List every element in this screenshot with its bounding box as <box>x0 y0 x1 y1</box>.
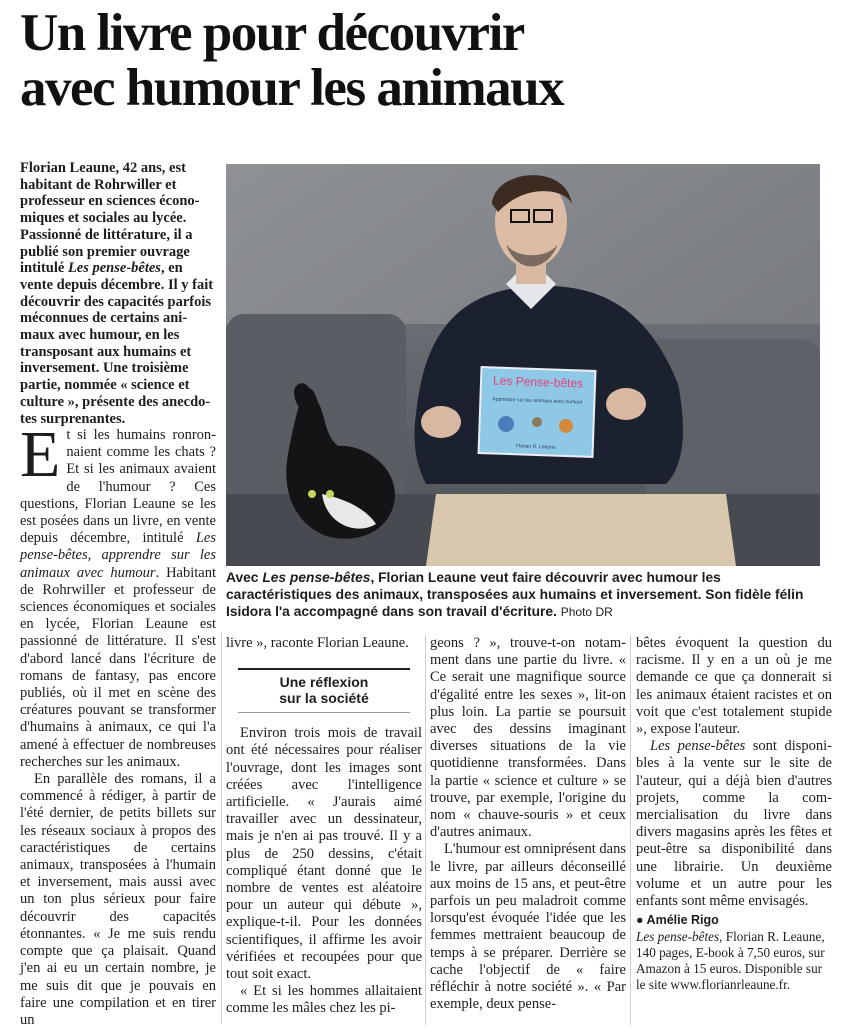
lead-book-title: Les pense-bêtes <box>67 260 161 277</box>
column-2 <box>226 635 422 1018</box>
article-photo <box>226 164 820 566</box>
headline-line-2: avec humour les animaux <box>20 59 564 117</box>
col4-paragraph-2 <box>636 738 832 910</box>
column-rule <box>425 635 426 1025</box>
col4-text: sont disponibles à la vente sur le site de l'auteur, qui a déjà bien d'autres projets, comme la commercialisation du livre dans divers magasins après les fêtes et peut-être sa disponibilité dans une librairie. Un deuxième volume et un autre pour les enfants sont même envisagés. <box>636 738 832 910</box>
book-info <box>636 929 832 993</box>
photo-caption <box>226 570 826 620</box>
col1-text-b: . Habitant de Rohrwiller et professeur de sciences économiques et sociales en lycée, Florian Leaune est passionné de littérature. Il s'est d'abord lancé dans l'écriture de romans de fantasy, pas encore publiés, où il met en scène des créatures pouvant se transformer d'humains à animaux, ce qui l'a amené à effectuer de nombreuses recherches sur les animaux. <box>20 564 216 770</box>
subheading-line-1: Une réflexion <box>279 674 369 691</box>
drop-cap: E <box>20 418 61 491</box>
col2-paragraph-2: Environ trois mois de travail ont été nécessaires pour réaliser l'ouvrage, dont les images sont créées avec l'intelligence artificielle. « J'aurais aimé travailler avec un dessinateur, mais je n'en ai pas trouvé. Il y a plus de 250 dessins, c'était compliqué étant donné que le nombre de ventes est aléatoire pour un auteur qui débute », explique-t-il. Pour les données scientifiques, il affirme les avoir vérifiées et recoupées pour que tout soit exact. <box>226 725 422 983</box>
headline <box>20 6 840 116</box>
col2-paragraph-1: livre », raconte Florian Leaune. <box>226 635 409 651</box>
photo-illustration <box>226 164 820 566</box>
col1-text-a: t si les humains ronronnaient comme les chats ? Et si les animaux avaient de l'humour ? Ces questions, Florian Leaune se les est posées dans un livre, en vente depuis décembre, intitulé <box>20 427 216 547</box>
author-signature: ● Amélie Rigo <box>636 913 719 928</box>
col4-book-title: Les pense-bêtes <box>650 738 746 755</box>
col1-paragraph-2: En parallèle des romans, il a commencé à rédiger, à partir de l'été dernier, de petits billets sur les réseaux sociaux à propos des caractéristiques de certains animaux, transposées à l'humain et inversement, mais aussi avec un ton plus sérieux pour faire découvrir des capacités étonnantes. « Je me suis rendu compte que ça plaisait. Quand j'en ai eu un certain nombre, je me suis dit que je pouvais en faire une compilation et en tirer un <box>20 771 216 1028</box>
subheading <box>238 668 410 713</box>
column-4 <box>636 635 832 993</box>
headline-line-1: Un livre pour découvrir <box>20 4 524 62</box>
column-3 <box>430 635 626 1013</box>
info-book-title: Les pense-bêtes <box>636 929 720 945</box>
lead-paragraph <box>20 160 216 427</box>
lead-text-b: , en vente depuis décembre. Il y fait découvrir des capacités parfois méconnues de certains animaux avec humour, en les transposant aux humains et inversement. Une troisième partie, nommée « science et culture », présente des anecdotes surprenantes. <box>20 260 214 427</box>
info-text: , Florian R. Leaune, 140 pages, E-book à 7,50 euros, sur Amazon à 15 euros. Disponible sur le site www.florianrleaune.fr. <box>636 929 825 993</box>
photo-credit: Photo DR <box>560 604 613 619</box>
col4-paragraph-1: bêtes évoquent la question du racisme. Il y en a un où je me demande ce que ça donnerait si les animaux étaient racistes et on voit que c'est totalement stupide », expose l'auteur. <box>636 635 832 738</box>
col3-paragraph-1: geons ? », trouve-t-on notamment dans une partie du livre. « Ce serait une magnifique source d'égalité entre les sexes », lit-on plus loin. La partie se poursuit avec des dessins imaginant diverses situations de la vie quotidienne transformées. Dans la partie « science et culture » se trouve, par exemple, l'origine du nom « chauve-souris » et ceux d'autres animaux. <box>430 635 626 841</box>
col1-book-title: Les pense-bêtes, apprendre sur les animaux avec humour <box>20 530 216 581</box>
subheading-line-2: sur la société <box>279 690 369 707</box>
col1-paragraph-1 <box>20 418 216 771</box>
caption-lead: Avec <box>226 570 263 585</box>
book-cover-subtitle: Apprendre sur les animaux avec humour <box>492 396 583 406</box>
column-1 <box>20 418 216 1029</box>
col2-paragraph-3: « Et si les hommes allaitaient comme les mâles chez les pi- <box>226 983 422 1017</box>
book-cover <box>479 367 596 457</box>
lead-text-a: Florian Leaune, 42 ans, est habitant de Rohrwiller et professeur en sciences économiques et sociales au lycée. Passionné de littérature, il a publié son premier ouvrage intitulé <box>20 160 200 277</box>
column-rule <box>630 635 631 1025</box>
caption-text: , Florian Leaune veut faire découvrir avec humour les caractéristiques des animaux, transposées aux humains et inversement. Son fidèle félin Isidora l'a accompagné dans son travail d'écriture. <box>226 570 804 619</box>
book-cover-title: Les Pense-bêtes <box>492 373 584 391</box>
caption-book-title: Les pense-bêtes <box>262 570 371 585</box>
column-rule <box>221 632 222 1024</box>
book-cover-author: Florian R. Leaune <box>515 443 556 451</box>
col3-paragraph-2: L'humour est omniprésent dans le livre, par ailleurs déconseillé aux moins de 15 ans, et peut-être parfois un peu maladroit comme lorsqu'est évoquée l'idée que les femmes mettraient beaucoup de temps à se préparer. Derrière se cache l'objectif de « faire réfléchir à notre société ». « Par exemple, deux pense- <box>430 841 626 1013</box>
